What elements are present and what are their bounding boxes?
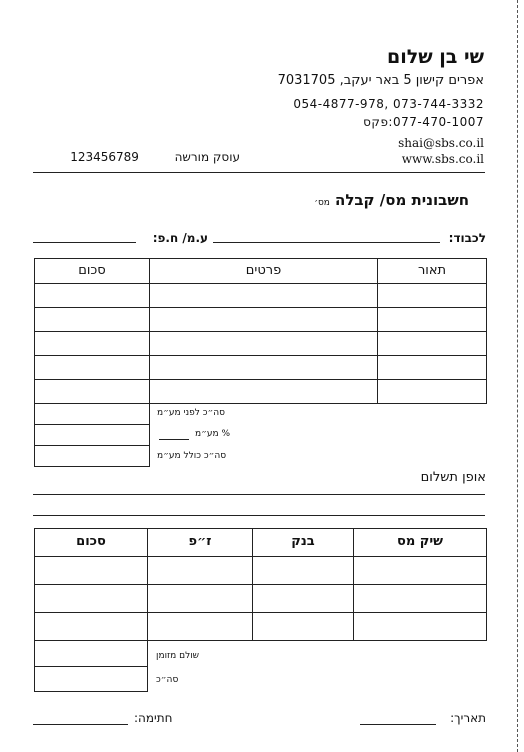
payment-header-check: שיק מס (396, 534, 444, 549)
date-label: תאריך: (450, 711, 486, 725)
license-block (40, 150, 240, 164)
items-header-details: פרטים (245, 263, 282, 278)
payment-header-due-date: ז״פ (188, 534, 212, 549)
payment-header-bank: בנק (291, 534, 315, 549)
items-row-divider (34, 331, 487, 332)
payment-totals-divider (34, 666, 148, 667)
total-incl-vat-label: סה״כ כולל מע״מ (157, 451, 227, 461)
business-name: שי בן שלום (387, 46, 484, 68)
totals-box (34, 403, 150, 467)
total-before-vat-label: סה״כ לפני מע״מ (157, 408, 226, 418)
payment-line (33, 494, 485, 495)
totals-row-divider (34, 424, 150, 425)
date-field[interactable] (360, 724, 436, 725)
vat-label: % מע״מ (195, 429, 231, 439)
license-number: 123456789 (70, 150, 139, 164)
payment-header-amount: סכום (76, 534, 106, 549)
payment-row-divider (34, 584, 487, 585)
items-row-divider (34, 307, 487, 308)
payment-row-divider (34, 556, 487, 557)
to-field[interactable] (213, 242, 440, 243)
items-header-amount: סכום (78, 263, 106, 278)
payment-line (33, 515, 485, 516)
document-title: חשבונית מס/ קבלה (335, 191, 469, 209)
id-field[interactable] (33, 242, 136, 243)
signature-field[interactable] (33, 724, 128, 725)
business-phones: 073-744-3332 ,054-4877-978 (293, 97, 484, 111)
totals-row-divider (34, 445, 150, 446)
payment-title: אופן תשלום (420, 470, 486, 485)
business-website: www.sbs.co.il (401, 152, 484, 166)
to-label: לכבוד: (448, 231, 486, 245)
items-row-divider (34, 283, 487, 284)
document-number-label: מס׳ (314, 198, 330, 208)
perforation-line (517, 0, 518, 752)
business-email: shai@sbs.co.il (398, 136, 484, 150)
items-row-divider (34, 379, 487, 380)
signature-label: חתימה: (134, 711, 173, 725)
business-address: אפרים קישון 5 באר יעקב, 7031705 (277, 73, 484, 88)
business-fax: 077-470-1007:פקס (363, 115, 484, 129)
header-divider (33, 172, 485, 173)
cash-paid-label: שולם מזומן (156, 651, 200, 661)
payment-total-label: סה״כ (156, 675, 179, 685)
id-label: ע.מ/ ח.פ: (152, 231, 208, 245)
items-header-description: תאור (417, 263, 447, 278)
license-label: עוסק מורשה (174, 150, 240, 164)
document-title-block (314, 190, 469, 209)
payment-row-divider (34, 612, 487, 613)
vat-rate-field[interactable] (159, 439, 189, 440)
items-row-divider (34, 355, 487, 356)
